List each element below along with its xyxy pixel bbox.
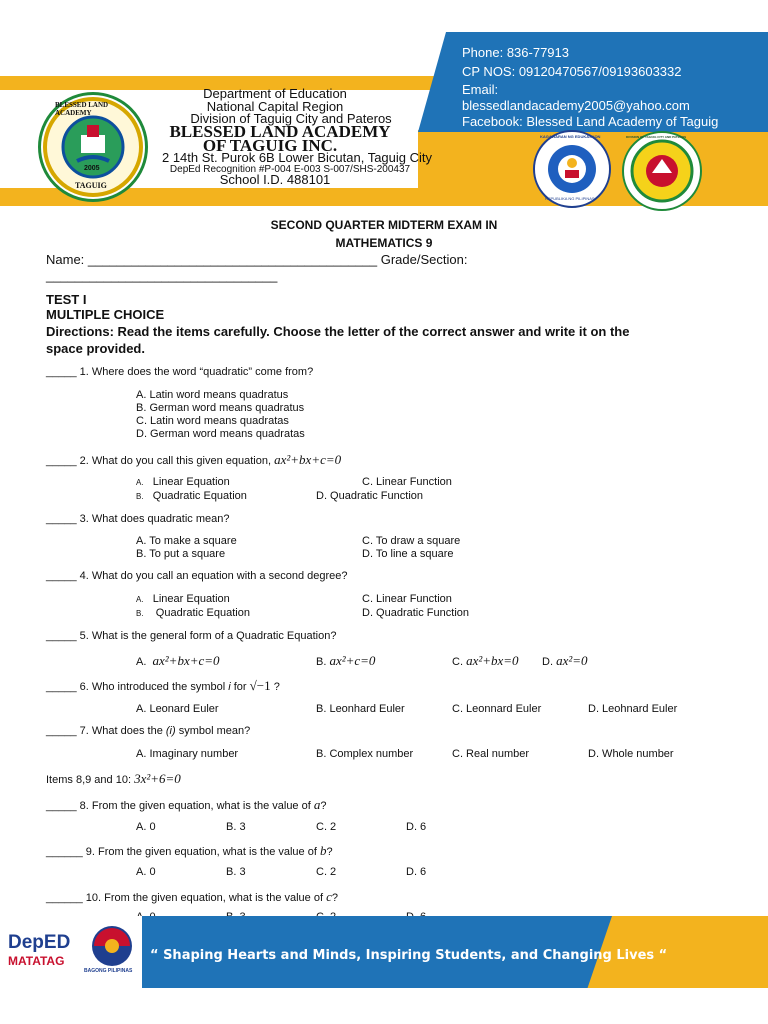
q1-option-d: D. German word means quadratas <box>136 428 305 440</box>
question-2-equation: ax²+bx+c=0 <box>274 452 342 467</box>
question-9: ______ 9. From the given equation, what is the value of b? <box>46 843 333 858</box>
q2-option-b-text: Quadratic Equation <box>152 490 247 502</box>
question-6-end: ? <box>273 681 280 693</box>
header-division: Division of Taguig City and Pateros <box>190 111 392 126</box>
items-equation: 3x²+6=0 <box>134 771 181 786</box>
q7-option-c: C. Real number <box>452 748 530 760</box>
q3-option-b: B. To put a square <box>136 548 226 560</box>
question-6 <box>46 678 280 694</box>
directions: Directions: Read the items carefully. Choose the letter of the correct answer and write it on the <box>46 324 630 339</box>
q6-option-c: C. Leonnard Euler <box>452 703 542 715</box>
q3-option-c: C. To draw a square <box>362 535 461 547</box>
question-1: _____ 1. Where does the word “quadratic” come from? <box>46 366 314 378</box>
logo-year: 2005 <box>84 165 100 172</box>
matatag-text: MATATAG <box>8 954 65 968</box>
q3-option-a: A. To make a square <box>136 535 237 547</box>
question-2 <box>46 452 341 468</box>
q6-option-a: A. Leonard Euler <box>136 703 219 715</box>
question-7-end: symbol mean? <box>178 725 251 737</box>
question-10-text: ______ 10. From the given equation, what is the value of <box>46 892 324 904</box>
q5-option-a-eq: ax²+bx+c=0 <box>152 653 220 668</box>
deped-seal-bottom: REPUBLIKA NG PILIPINAS <box>545 196 595 201</box>
question-10: ______ 10. From the given equation, what is the value of c? <box>46 889 338 904</box>
deped-seal-text: KAGAWARAN NG EDUKASYON <box>540 134 601 139</box>
contact-email: blessedlandacademy2005@yahoo.com <box>462 98 690 113</box>
exam-title-2: MATHEMATICS 9 <box>335 236 433 250</box>
q4-option-b: B. Quadratic Equation <box>136 607 250 619</box>
q2-option-c: C. Linear Function <box>362 476 452 488</box>
contact-facebook: Facebook: Blessed Land Academy of Taguig <box>462 114 719 129</box>
q7-option-d: D. Whole number <box>588 748 674 760</box>
question-6-symbol: i <box>228 681 231 693</box>
deped-logo <box>8 932 72 972</box>
q1-option-a: A. Latin word means quadratus <box>136 389 289 401</box>
header-dept: Department of Education <box>203 86 347 101</box>
bagong-pilipinas-text: BAGONG PILIPINAS <box>84 968 133 974</box>
q4-option-c: C. Linear Function <box>362 593 452 605</box>
q1-option-c: C. Latin word means quadratas <box>136 415 289 427</box>
q5-option-d-eq: ax²=0 <box>556 653 588 668</box>
question-9-var: b <box>319 843 327 858</box>
q2-option-a-text: Linear Equation <box>152 476 230 488</box>
q9-option-d: D. 6 <box>406 866 427 878</box>
q5-option-c-eq: ax²+bx=0 <box>466 653 519 668</box>
school-id: School I.D. 488101 <box>219 172 331 187</box>
test-label: TEST I <box>46 292 87 307</box>
q4-option-b-text: Quadratic Equation <box>152 607 250 619</box>
q8-option-c: C. 2 <box>316 821 337 833</box>
grade-section-line[interactable]: ________________________________ <box>46 268 278 283</box>
q5-option-c: C. ax²+bx=0 <box>452 653 519 668</box>
q9-option-c: C. 2 <box>316 866 337 878</box>
question-3: _____ 3. What does quadratic mean? <box>46 513 230 525</box>
division-seal-text: DIVISION OF TAGUIG CITY AND PATEROS <box>626 135 687 139</box>
school-address: 2 14th St. Purok 6B Lower Bicutan, Taguig City <box>161 150 433 165</box>
q5-option-b-eq: ax²+c=0 <box>329 653 376 668</box>
q2-option-b: B. Quadratic Equation <box>136 490 247 502</box>
q8-option-d: D. 6 <box>406 821 427 833</box>
question-4: _____ 4. What do you call an equation with a second degree? <box>46 570 348 582</box>
question-8-var: a <box>313 797 321 812</box>
bagong-pilipinas-logo <box>84 924 140 976</box>
question-6-text: _____ 6. Who introduced the symbol <box>46 681 226 693</box>
q4-option-d: D. Quadratic Function <box>362 607 469 619</box>
deped-logo-text: DepED <box>8 932 71 953</box>
contact-phone: Phone: 836-77913 <box>462 45 569 60</box>
q2-option-a: A. Linear Equation <box>136 476 230 488</box>
school-logo <box>38 92 148 202</box>
question-8-text: _____ 8. From the given equation, what is the value of <box>46 800 311 812</box>
test-type: MULTIPLE CHOICE <box>46 307 165 322</box>
q8-option-a: A. 0 <box>136 821 156 833</box>
items-label <box>46 771 181 787</box>
q7-option-b: B. Complex number <box>316 748 414 760</box>
school-recognition: DepEd Recognition #P-004 E-003 S-007/SHS-200437 <box>169 164 411 175</box>
contact-email-label: Email: <box>462 82 499 97</box>
question-2-text: _____ 2. What do you call this given equation, <box>46 455 272 467</box>
question-5: _____ 5. What is the general form of a Quadratic Equation? <box>46 630 337 642</box>
contact-cp: CP NOS: 09120470567/09193603332 <box>462 64 682 79</box>
q6-option-b: B. Leonhard Euler <box>316 703 405 715</box>
q2-option-d: D. Quadratic Function <box>316 490 423 502</box>
q5-option-b: B. ax²+c=0 <box>316 653 376 668</box>
q9-option-a: A. 0 <box>136 866 156 878</box>
deped-seal <box>533 130 611 208</box>
q9-option-b: B. 3 <box>226 866 246 878</box>
question-7 <box>46 725 250 737</box>
directions-2: space provided. <box>46 341 145 356</box>
q4-option-a: A. Linear Equation <box>136 593 230 605</box>
q8-option-b: B. 3 <box>226 821 246 833</box>
q5-option-d: D. ax²=0 <box>542 653 588 668</box>
question-7-text: _____ 7. What does the <box>46 725 163 737</box>
logo-text-top: BLESSED LAND ACADEMY <box>55 101 109 117</box>
question-6-for: for <box>233 681 247 693</box>
division-seal <box>622 131 702 211</box>
question-8: _____ 8. From the given equation, what is the value of a? <box>46 797 327 812</box>
items-label-text: Items 8,9 and 10: <box>46 774 131 786</box>
school-name-2: OF TAGUIG INC. <box>202 136 338 155</box>
school-name: BLESSED LAND ACADEMY <box>169 122 391 141</box>
q5-option-a: A. ax²+bx+c=0 <box>136 653 220 668</box>
footer-motto: “ Shaping Hearts and Minds, Inspiring Students, and Changing Lives “ <box>150 948 668 963</box>
header-region: National Capital Region <box>206 99 344 114</box>
q3-option-d: D. To line a square <box>362 548 454 560</box>
exam-title-1: SECOND QUARTER MIDTERM EXAM IN <box>270 218 498 232</box>
question-6-sqrt: √−1 <box>249 678 271 693</box>
question-9-text: ______ 9. From the given equation, what is the value of <box>46 846 317 858</box>
question-10-var: c <box>326 889 332 904</box>
q7-option-a: A. Imaginary number <box>136 748 239 760</box>
question-7-symbol: (i) <box>165 725 176 737</box>
q1-option-b: B. German word means quadratus <box>136 402 305 414</box>
logo-text-bottom: TAGUIG <box>75 181 107 190</box>
q4-option-a-text: Linear Equation <box>152 593 230 605</box>
name-grade-line[interactable]: Name: ________________________________________ Grade/Section: <box>46 252 468 267</box>
q6-option-d: D. Leohnard Euler <box>588 703 678 715</box>
